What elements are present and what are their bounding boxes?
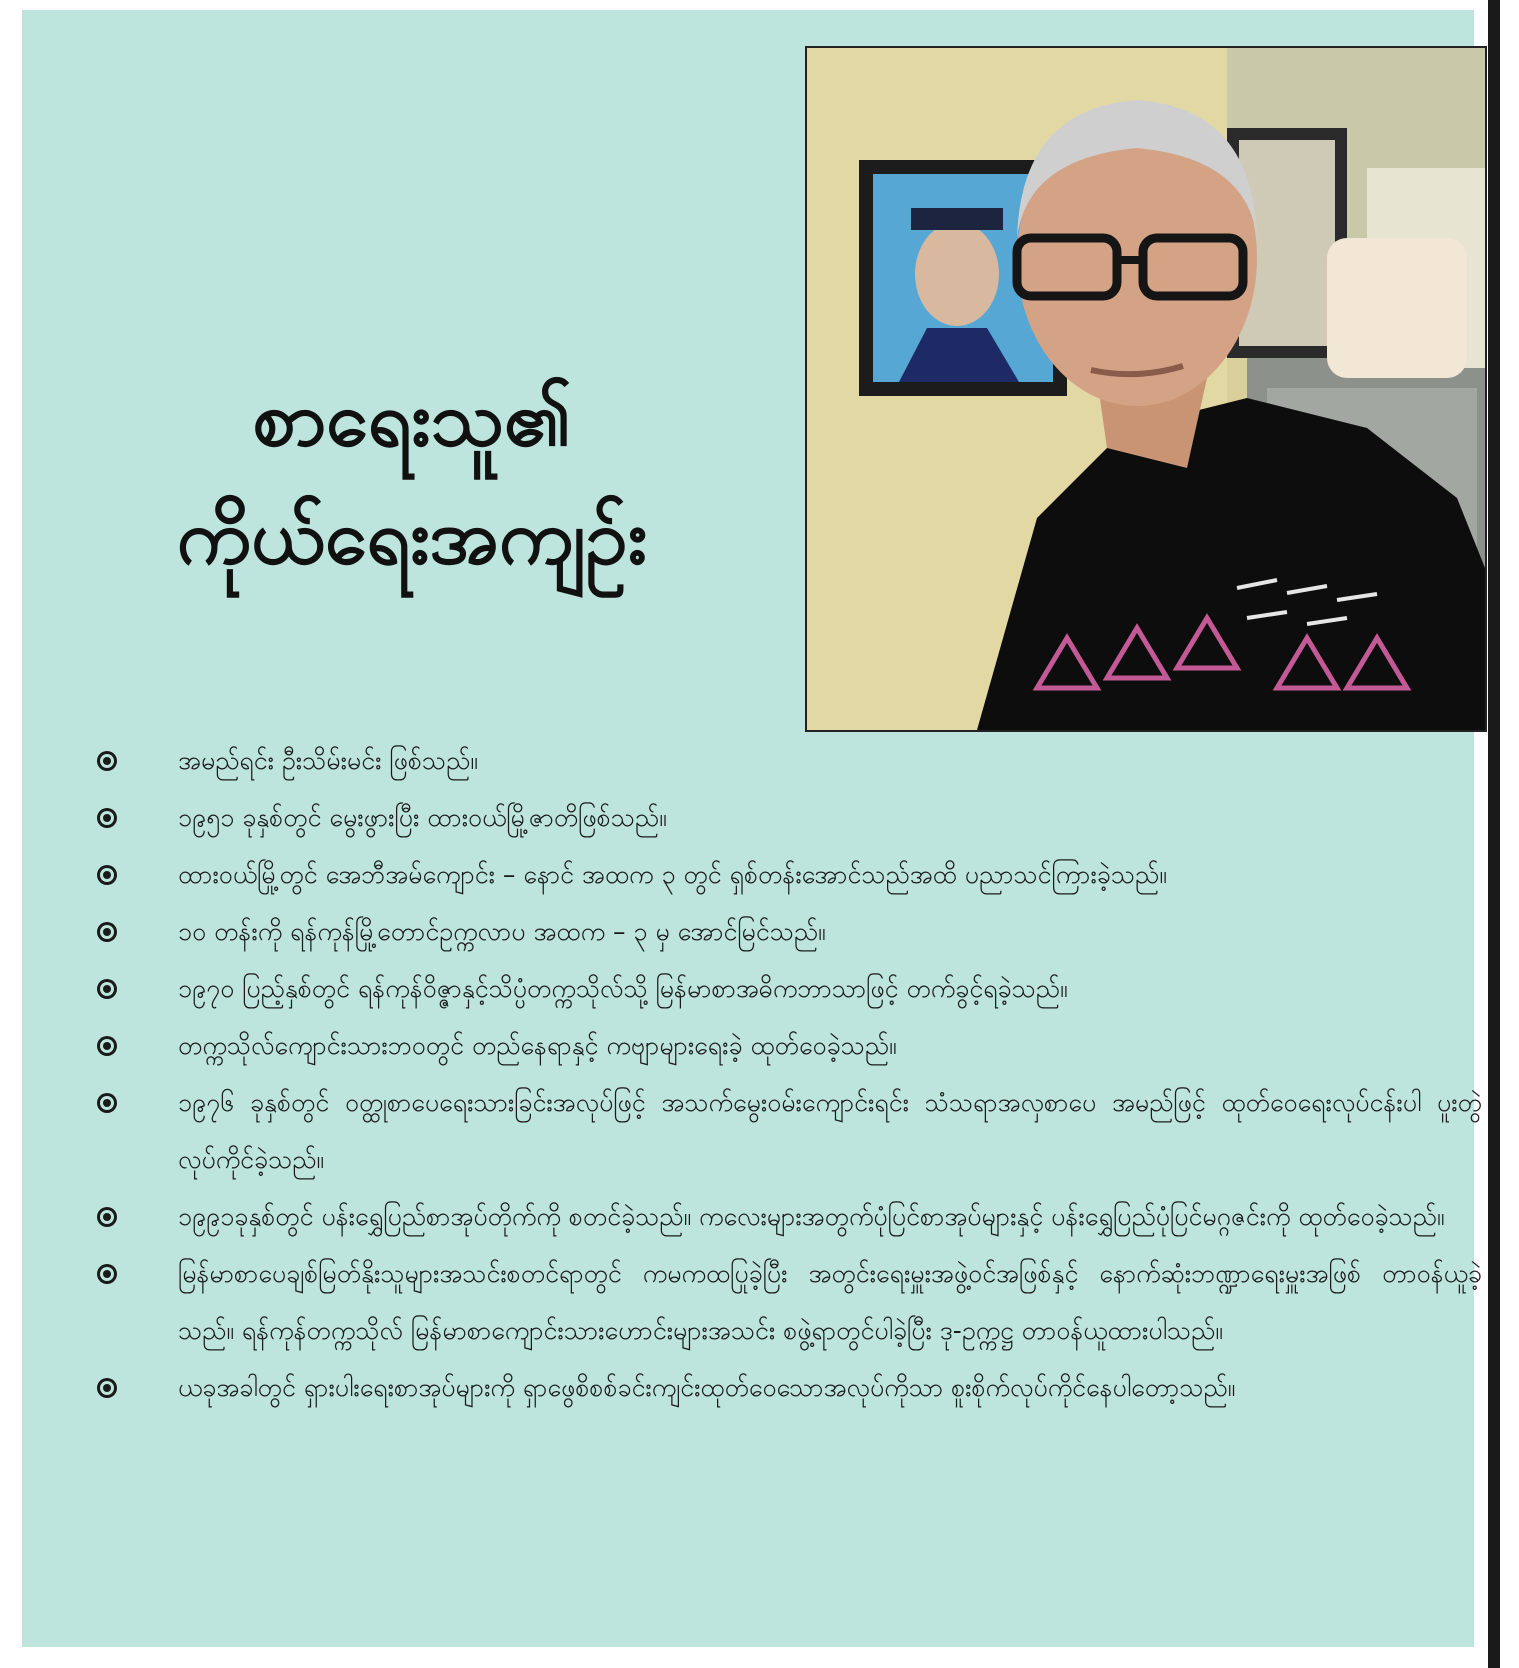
list-item (82, 960, 1482, 1017)
list-item (82, 1359, 1482, 1416)
item-text: ၁၉၅၁ ခုနှစ်တွင် မွေးဖွားပြီး ထားဝယ်မြို့ဇာတိဖြစ်သည်။ (178, 803, 667, 832)
flower-bullet-icon (96, 1263, 118, 1285)
flower-bullet-icon (96, 921, 118, 943)
list-item (82, 789, 1482, 846)
flower-bullet-icon (96, 807, 118, 829)
flower-bullet-icon (96, 864, 118, 886)
biography-list (82, 732, 1482, 1416)
list-item (82, 732, 1482, 789)
flower-bullet-icon (96, 1035, 118, 1057)
item-text: ၁၉၇၆ ခုနှစ်တွင် ဝတ္ထုစာပေရေးသားခြင်းအလုပ်ဖြင့် အသက်မွေးဝမ်းကျောင်းရင်း သံသရာအလှစာပေ အမည်ဖြင့် ထုတ်ဝေရေးလုပ်ငန်းပါ ပူးတွဲလုပ်ကိုင်ခဲ့သည်။ (178, 1088, 1482, 1174)
item-text: ၁၀ တန်းကို ရန်ကုန်မြို့တောင်ဥက္ကလာပ အထက – ၃ မှ အောင်မြင်သည်။ (178, 917, 826, 946)
item-text: ယခုအခါတွင် ရှားပါးရေးစာအုပ်များကို ရှာဖွေစိစစ်ခင်းကျင်းထုတ်ဝေသောအလုပ်ကိုသာ စူးစိုက်လုပ်ကိုင်နေပါတော့သည်။ (178, 1373, 1236, 1402)
author-photo (805, 46, 1487, 732)
list-item (82, 1017, 1482, 1074)
flower-bullet-icon (96, 1377, 118, 1399)
list-item (82, 1074, 1482, 1188)
list-item (82, 1188, 1482, 1245)
biography-panel (22, 10, 1482, 1647)
flower-bullet-icon (96, 1206, 118, 1228)
flower-bullet-icon (96, 750, 118, 772)
flower-bullet-icon (96, 978, 118, 1000)
flower-bullet-icon (96, 1092, 118, 1114)
list-item (82, 846, 1482, 903)
title-line-2: ကိုယ်ရေးအကျဉ်း (177, 492, 647, 581)
item-text: အမည်ရင်း ဦးသိမ်းမင်း ဖြစ်သည်။ (178, 746, 478, 775)
item-text: မြန်မာစာပေချစ်မြတ်နိုးသူများအသင်းစတင်ရာတွင် ကမကထပြုခဲ့ပြီး အတွင်းရေးမှူးအဖွဲ့ဝင်အဖြစ်နှင့် နောက်ဆုံးဘဏ္ဍာရေးမှူးအဖြစ် တာဝန်ယူခဲ့သည်။ ရန်ကုန်တက္ကသိုလ် မြန်မာစာကျောင်းသားဟောင်းများအသင်း စဖွဲ့ရာတွင်ပါခဲ့ပြီး ဒု-ဥက္ကဋ္ဌ တာဝန်ယူထားပါသည်။ (178, 1259, 1482, 1345)
item-text: တက္ကသိုလ်ကျောင်းသားဘဝတွင် တည်နေရာနှင့် ကဗျာများရေးခဲ့ ထုတ်ဝေခဲ့သည်။ (178, 1031, 897, 1060)
list-item (82, 903, 1482, 960)
item-text: ၁၉၇၀ ပြည့်နှစ်တွင် ရန်ကုန်ဝိဇ္ဇာနှင့်သိပ္ပံတက္ကသိုလ်သို့ မြန်မာစာအဓိကဘာသာဖြင့် တက်ခွင့်ရခဲ့သည်။ (178, 974, 1068, 1003)
title-line-1: စာရေးသူ၏ (252, 374, 572, 463)
item-text: ၁၉၉၁ခုနှစ်တွင် ပန်းရွှေပြည်စာအုပ်တိုက်ကို စတင်ခဲ့သည်။ ကလေးများအတွက်ပုံပြင်စာအုပ်များနှင့် ပန်းရွှေပြည်ပုံပြင်မဂ္ဂဇင်းကို ထုတ်ဝေခဲ့သည်။ (178, 1202, 1445, 1231)
list-item (82, 1245, 1482, 1359)
page-edge-rule (1488, 0, 1500, 1668)
item-text: ထားဝယ်မြို့တွင် အေဘီအမ်ကျောင်း – နောင် အထက ၃ တွင် ရှစ်တန်းအောင်သည်အထိ ပညာသင်ကြားခဲ့သည်။ (178, 860, 1167, 889)
page-title (82, 360, 742, 596)
